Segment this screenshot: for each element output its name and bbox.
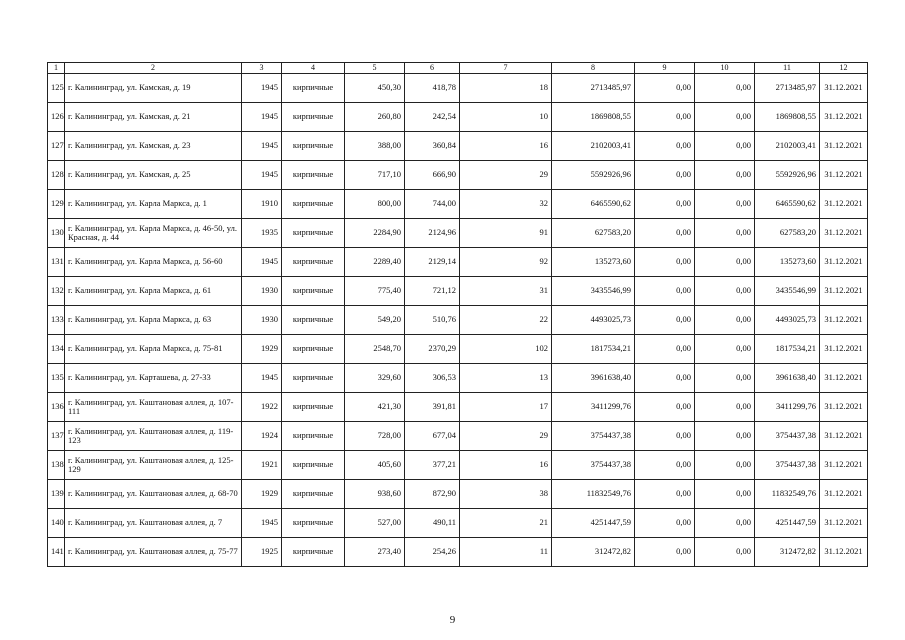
- col-9-value: 0,00: [635, 132, 695, 161]
- deadline-date: 31.12.2021: [820, 335, 868, 364]
- col-10-value: 0,00: [695, 364, 755, 393]
- address: г. Калининград, ул. Карташева, д. 27-33: [65, 364, 242, 393]
- col-11-value: 6465590,62: [755, 190, 820, 219]
- column-number-header: 9: [635, 63, 695, 74]
- col-11-value: 312472,82: [755, 538, 820, 567]
- deadline-date: 31.12.2021: [820, 422, 868, 451]
- row-number: 130: [48, 219, 65, 248]
- total-area: 260,80: [345, 103, 405, 132]
- col-10-value: 0,00: [695, 161, 755, 190]
- column-number-header: 8: [552, 63, 635, 74]
- living-area: 510,76: [405, 306, 460, 335]
- col-10-value: 0,00: [695, 103, 755, 132]
- col-9-value: 0,00: [635, 248, 695, 277]
- build-year: 1925: [242, 538, 282, 567]
- row-number: 140: [48, 509, 65, 538]
- total-area: 717,10: [345, 161, 405, 190]
- address: г. Калининград, ул. Каштановая аллея, д. 75-77: [65, 538, 242, 567]
- deadline-date: 31.12.2021: [820, 74, 868, 103]
- wall-material: кирпичные: [282, 451, 345, 480]
- cost-total: 3411299,76: [552, 393, 635, 422]
- residents-count: 18: [460, 74, 552, 103]
- living-area: 666,90: [405, 161, 460, 190]
- residents-count: 31: [460, 277, 552, 306]
- build-year: 1922: [242, 393, 282, 422]
- cost-total: 3961638,40: [552, 364, 635, 393]
- col-11-value: 1869808,55: [755, 103, 820, 132]
- cost-total: 3754437,38: [552, 422, 635, 451]
- col-11-value: 5592926,96: [755, 161, 820, 190]
- wall-material: кирпичные: [282, 335, 345, 364]
- col-9-value: 0,00: [635, 393, 695, 422]
- column-number-row: [48, 63, 868, 74]
- living-area: 2124,96: [405, 219, 460, 248]
- table-row: [48, 103, 868, 132]
- col-10-value: 0,00: [695, 393, 755, 422]
- row-number: 127: [48, 132, 65, 161]
- cost-total: 1817534,21: [552, 335, 635, 364]
- column-number-header: 10: [695, 63, 755, 74]
- column-number-header: 3: [242, 63, 282, 74]
- living-area: 242,54: [405, 103, 460, 132]
- wall-material: кирпичные: [282, 538, 345, 567]
- residents-count: 92: [460, 248, 552, 277]
- wall-material: кирпичные: [282, 364, 345, 393]
- address: г. Калининград, ул. Камская, д. 21: [65, 103, 242, 132]
- table-row: [48, 393, 868, 422]
- address: г. Калининград, ул. Карла Маркса, д. 63: [65, 306, 242, 335]
- col-9-value: 0,00: [635, 161, 695, 190]
- build-year: 1945: [242, 103, 282, 132]
- living-area: 377,21: [405, 451, 460, 480]
- column-number-header: 6: [405, 63, 460, 74]
- table-row: [48, 509, 868, 538]
- living-area: 490,11: [405, 509, 460, 538]
- wall-material: кирпичные: [282, 277, 345, 306]
- deadline-date: 31.12.2021: [820, 277, 868, 306]
- table-row: [48, 161, 868, 190]
- column-number-header: 5: [345, 63, 405, 74]
- address: г. Калининград, ул. Каштановая аллея, д. 107-111: [65, 393, 242, 422]
- table-row: [48, 306, 868, 335]
- table-row: [48, 335, 868, 364]
- col-10-value: 0,00: [695, 277, 755, 306]
- table-row: [48, 74, 868, 103]
- living-area: 360,84: [405, 132, 460, 161]
- address: г. Калининград, ул. Карла Маркса, д. 61: [65, 277, 242, 306]
- col-9-value: 0,00: [635, 103, 695, 132]
- deadline-date: 31.12.2021: [820, 480, 868, 509]
- col-9-value: 0,00: [635, 335, 695, 364]
- col-10-value: 0,00: [695, 190, 755, 219]
- residents-count: 22: [460, 306, 552, 335]
- table-row: [48, 451, 868, 480]
- col-10-value: 0,00: [695, 306, 755, 335]
- address: г. Калининград, ул. Камская, д. 23: [65, 132, 242, 161]
- col-11-value: 3754437,38: [755, 422, 820, 451]
- col-11-value: 3435546,99: [755, 277, 820, 306]
- row-number: 125: [48, 74, 65, 103]
- build-year: 1929: [242, 480, 282, 509]
- wall-material: кирпичные: [282, 248, 345, 277]
- total-area: 728,00: [345, 422, 405, 451]
- wall-material: кирпичные: [282, 509, 345, 538]
- total-area: 388,00: [345, 132, 405, 161]
- row-number: 134: [48, 335, 65, 364]
- deadline-date: 31.12.2021: [820, 364, 868, 393]
- build-year: 1945: [242, 74, 282, 103]
- address: г. Калининград, ул. Карла Маркса, д. 75-81: [65, 335, 242, 364]
- address: г. Калининград, ул. Камская, д. 19: [65, 74, 242, 103]
- total-area: 405,60: [345, 451, 405, 480]
- address: г. Калининград, ул. Карла Маркса, д. 56-60: [65, 248, 242, 277]
- deadline-date: 31.12.2021: [820, 103, 868, 132]
- col-10-value: 0,00: [695, 480, 755, 509]
- living-area: 2370,29: [405, 335, 460, 364]
- residents-count: 17: [460, 393, 552, 422]
- total-area: 421,30: [345, 393, 405, 422]
- deadline-date: 31.12.2021: [820, 538, 868, 567]
- cost-total: 4251447,59: [552, 509, 635, 538]
- build-year: 1924: [242, 422, 282, 451]
- residents-count: 21: [460, 509, 552, 538]
- col-9-value: 0,00: [635, 509, 695, 538]
- col-10-value: 0,00: [695, 248, 755, 277]
- row-number: 139: [48, 480, 65, 509]
- deadline-date: 31.12.2021: [820, 248, 868, 277]
- wall-material: кирпичные: [282, 103, 345, 132]
- living-area: 391,81: [405, 393, 460, 422]
- residents-count: 29: [460, 422, 552, 451]
- build-year: 1910: [242, 190, 282, 219]
- address: г. Калининград, ул. Каштановая аллея, д. 119-123: [65, 422, 242, 451]
- row-number: 129: [48, 190, 65, 219]
- housing-table: [47, 62, 868, 567]
- col-10-value: 0,00: [695, 335, 755, 364]
- residents-count: 29: [460, 161, 552, 190]
- cost-total: 135273,60: [552, 248, 635, 277]
- col-11-value: 2102003,41: [755, 132, 820, 161]
- col-9-value: 0,00: [635, 480, 695, 509]
- col-10-value: 0,00: [695, 132, 755, 161]
- col-9-value: 0,00: [635, 219, 695, 248]
- living-area: 744,00: [405, 190, 460, 219]
- deadline-date: 31.12.2021: [820, 132, 868, 161]
- deadline-date: 31.12.2021: [820, 393, 868, 422]
- deadline-date: 31.12.2021: [820, 451, 868, 480]
- row-number: 135: [48, 364, 65, 393]
- col-9-value: 0,00: [635, 451, 695, 480]
- col-11-value: 4493025,73: [755, 306, 820, 335]
- build-year: 1945: [242, 132, 282, 161]
- total-area: 775,40: [345, 277, 405, 306]
- address: г. Калининград, ул. Камская, д. 25: [65, 161, 242, 190]
- table-row: [48, 277, 868, 306]
- residents-count: 38: [460, 480, 552, 509]
- table-row: [48, 132, 868, 161]
- cost-total: 4493025,73: [552, 306, 635, 335]
- cost-total: 3435546,99: [552, 277, 635, 306]
- residents-count: 91: [460, 219, 552, 248]
- col-11-value: 3961638,40: [755, 364, 820, 393]
- wall-material: кирпичные: [282, 393, 345, 422]
- table-row: [48, 219, 868, 248]
- column-number-header: 12: [820, 63, 868, 74]
- cost-total: 5592926,96: [552, 161, 635, 190]
- row-number: 133: [48, 306, 65, 335]
- col-9-value: 0,00: [635, 74, 695, 103]
- table-row: [48, 538, 868, 567]
- row-number: 132: [48, 277, 65, 306]
- row-number: 131: [48, 248, 65, 277]
- col-11-value: 3754437,38: [755, 451, 820, 480]
- wall-material: кирпичные: [282, 74, 345, 103]
- address: г. Калининград, ул. Каштановая аллея, д. 125-129: [65, 451, 242, 480]
- column-number-header: 7: [460, 63, 552, 74]
- build-year: 1930: [242, 277, 282, 306]
- residents-count: 32: [460, 190, 552, 219]
- row-number: 138: [48, 451, 65, 480]
- col-11-value: 11832549,76: [755, 480, 820, 509]
- wall-material: кирпичные: [282, 161, 345, 190]
- wall-material: кирпичные: [282, 306, 345, 335]
- col-9-value: 0,00: [635, 538, 695, 567]
- residents-count: 16: [460, 451, 552, 480]
- wall-material: кирпичные: [282, 480, 345, 509]
- table-row: [48, 480, 868, 509]
- cost-total: 11832549,76: [552, 480, 635, 509]
- address: г. Калининград, ул. Карла Маркса, д. 1: [65, 190, 242, 219]
- col-9-value: 0,00: [635, 364, 695, 393]
- deadline-date: 31.12.2021: [820, 219, 868, 248]
- living-area: 677,04: [405, 422, 460, 451]
- column-number-header: 1: [48, 63, 65, 74]
- living-area: 2129,14: [405, 248, 460, 277]
- col-10-value: 0,00: [695, 219, 755, 248]
- build-year: 1930: [242, 306, 282, 335]
- build-year: 1945: [242, 364, 282, 393]
- cost-total: 312472,82: [552, 538, 635, 567]
- col-10-value: 0,00: [695, 422, 755, 451]
- col-11-value: 135273,60: [755, 248, 820, 277]
- living-area: 306,53: [405, 364, 460, 393]
- row-number: 126: [48, 103, 65, 132]
- residents-count: 13: [460, 364, 552, 393]
- deadline-date: 31.12.2021: [820, 509, 868, 538]
- total-area: 2284,90: [345, 219, 405, 248]
- col-11-value: 4251447,59: [755, 509, 820, 538]
- residents-count: 16: [460, 132, 552, 161]
- deadline-date: 31.12.2021: [820, 306, 868, 335]
- table-row: [48, 422, 868, 451]
- cost-total: 2713485,97: [552, 74, 635, 103]
- col-11-value: 2713485,97: [755, 74, 820, 103]
- build-year: 1921: [242, 451, 282, 480]
- col-10-value: 0,00: [695, 538, 755, 567]
- wall-material: кирпичные: [282, 132, 345, 161]
- build-year: 1945: [242, 161, 282, 190]
- total-area: 2289,40: [345, 248, 405, 277]
- col-9-value: 0,00: [635, 277, 695, 306]
- row-number: 141: [48, 538, 65, 567]
- living-area: 872,90: [405, 480, 460, 509]
- col-11-value: 627583,20: [755, 219, 820, 248]
- table-row: [48, 248, 868, 277]
- col-9-value: 0,00: [635, 190, 695, 219]
- col-10-value: 0,00: [695, 451, 755, 480]
- table-row: [48, 364, 868, 393]
- address: г. Калининград, ул. Каштановая аллея, д. 7: [65, 509, 242, 538]
- living-area: 254,26: [405, 538, 460, 567]
- wall-material: кирпичные: [282, 422, 345, 451]
- table-row: [48, 190, 868, 219]
- total-area: 938,60: [345, 480, 405, 509]
- page-number: 9: [449, 614, 456, 626]
- deadline-date: 31.12.2021: [820, 190, 868, 219]
- total-area: 800,00: [345, 190, 405, 219]
- build-year: 1935: [242, 219, 282, 248]
- cost-total: 2102003,41: [552, 132, 635, 161]
- col-9-value: 0,00: [635, 306, 695, 335]
- row-number: 136: [48, 393, 65, 422]
- col-10-value: 0,00: [695, 74, 755, 103]
- address: г. Калининград, ул. Каштановая аллея, д. 68-70: [65, 480, 242, 509]
- build-year: 1929: [242, 335, 282, 364]
- wall-material: кирпичные: [282, 190, 345, 219]
- total-area: 2548,70: [345, 335, 405, 364]
- address: г. Калининград, ул. Карла Маркса, д. 46-50, ул. Красная, д. 44: [65, 219, 242, 248]
- wall-material: кирпичные: [282, 219, 345, 248]
- living-area: 721,12: [405, 277, 460, 306]
- cost-total: 3754437,38: [552, 451, 635, 480]
- col-11-value: 3411299,76: [755, 393, 820, 422]
- col-11-value: 1817534,21: [755, 335, 820, 364]
- total-area: 273,40: [345, 538, 405, 567]
- living-area: 418,78: [405, 74, 460, 103]
- total-area: 329,60: [345, 364, 405, 393]
- total-area: 549,20: [345, 306, 405, 335]
- column-number-header: 2: [65, 63, 242, 74]
- total-area: 450,30: [345, 74, 405, 103]
- residents-count: 11: [460, 538, 552, 567]
- cost-total: 1869808,55: [552, 103, 635, 132]
- residents-count: 10: [460, 103, 552, 132]
- cost-total: 6465590,62: [552, 190, 635, 219]
- col-10-value: 0,00: [695, 509, 755, 538]
- deadline-date: 31.12.2021: [820, 161, 868, 190]
- cost-total: 627583,20: [552, 219, 635, 248]
- total-area: 527,00: [345, 509, 405, 538]
- build-year: 1945: [242, 509, 282, 538]
- col-9-value: 0,00: [635, 422, 695, 451]
- residents-count: 102: [460, 335, 552, 364]
- row-number: 128: [48, 161, 65, 190]
- column-number-header: 4: [282, 63, 345, 74]
- build-year: 1945: [242, 248, 282, 277]
- row-number: 137: [48, 422, 65, 451]
- column-number-header: 11: [755, 63, 820, 74]
